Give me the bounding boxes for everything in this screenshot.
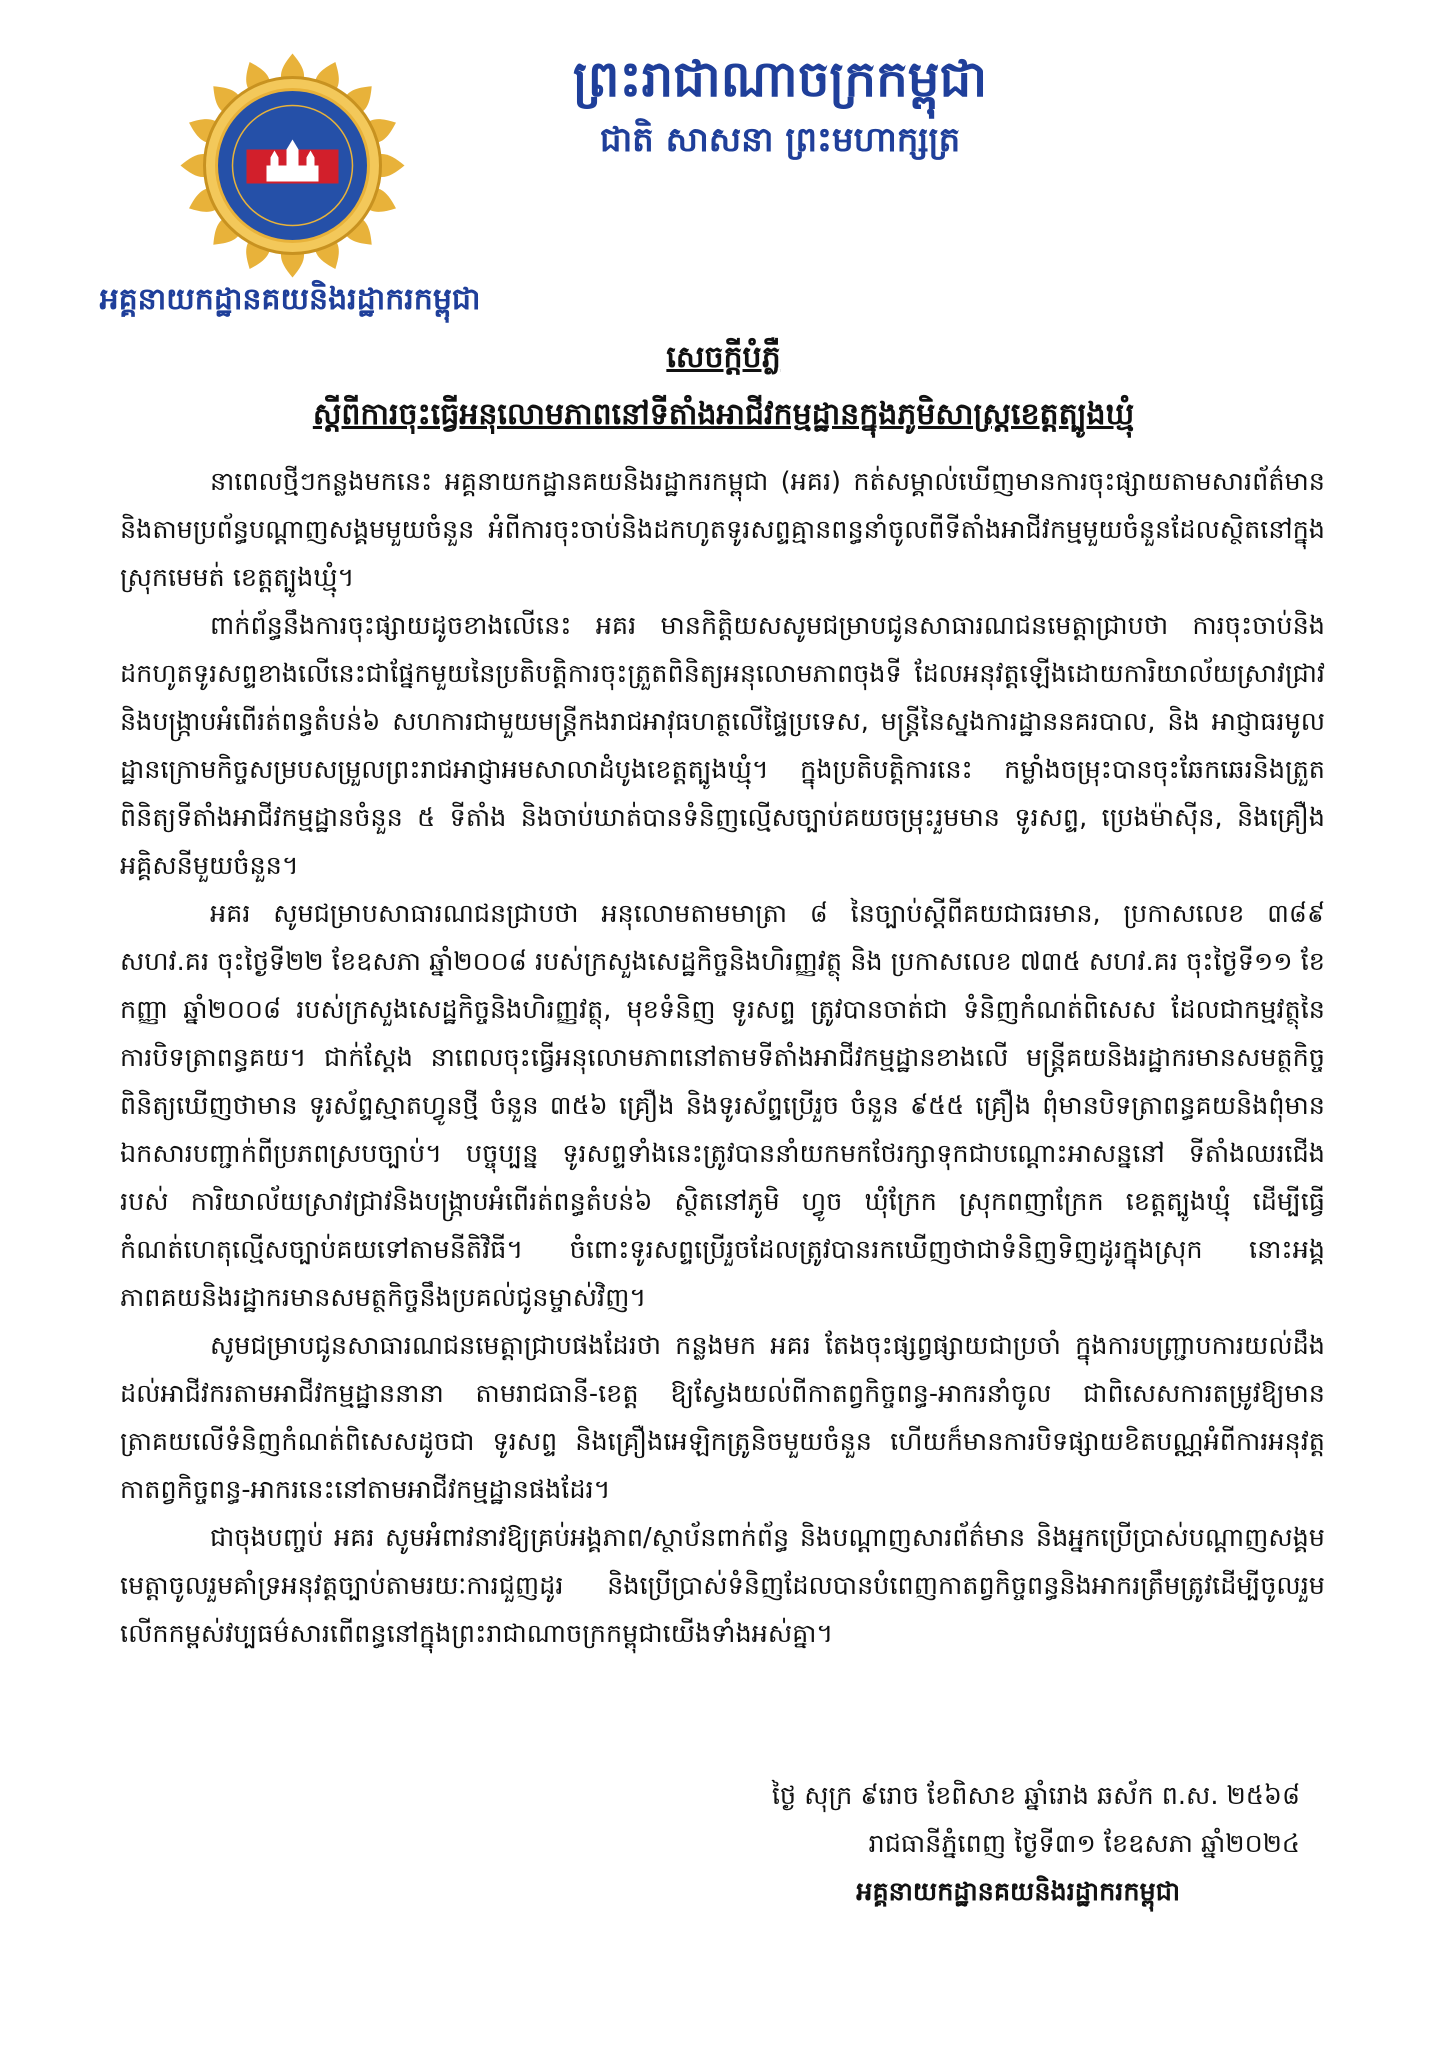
national-motto: ជាតិ សាសនា ព្រះមហាក្សត្រ <box>599 120 961 160</box>
agency-name: អគ្គនាយកដ្ឋានគយនិងរដ្ឋាករកម្ពុជា <box>99 282 481 317</box>
kingdom-title: ព្រះរាជាណាចក្រកម្ពុជា <box>572 49 988 108</box>
place-date: រាជធានីភ្នំពេញ ថ្ងៃទី៣១ ខែឧសភា ឆ្នាំ២០២៤ <box>868 1829 1300 1859</box>
paragraph-5: ជាចុងបញ្ចប់ អគរ សូមអំពាវនាវឱ្យគ្រប់អង្គភាព/ស្ថាប័នពាក់ព័ន្ធ និងបណ្តាញសារព័ត៌មាន និងអ្នកប្រើប្រាស់បណ្តាញសង្គមមេត្តាចូលរួមគាំទ្រអនុវត្តច្បាប់តាមរយៈការជួញដូរ និងប្រើប្រាស់ទំនិញដែលបានបំពេញកាតព្វកិច្ចពន្ធនិងអាករត្រឹមត្រូវដើម្បីចូលរួមលើកកម្ពស់វប្បធម៌សារពើពន្ធនៅក្នុងព្រះរាជាណាចក្រកម្ពុជាយើងទាំងអស់គ្នា។ <box>120 1523 1325 1649</box>
document-title: ស្តីពីការចុះធ្វើអនុលោមភាពនៅទីតាំងអាជីវកម្មដ្ឋានក្នុងភូមិសាស្ត្រខេត្តត្បូងឃ្មុំ <box>312 397 1135 432</box>
signature-block <box>560 1772 1300 1916</box>
agency-logo <box>175 48 410 283</box>
paragraph-4: សូមជម្រាបជូនសាធារណជនមេត្តាជ្រាបផងដែរថា កន្លងមក អគរ តែងចុះផ្សព្វផ្សាយជាប្រចាំ ក្នុងការបញ្ជ្រាបការយល់ដឹងដល់អាជីវករតាមអាជីវកម្មដ្ឋាននានា តាមរាជធានី-ខេត្ត ឱ្យស្វែងយល់ពីកាតព្វកិច្ចពន្ធ-អាករនាំចូល ជាពិសេសការតម្រូវឱ្យមានត្រាគយលើទំនិញកំណត់ពិសេសដូចជា ទូរសព្ទ និងគ្រឿងអេឡិកត្រូនិចមួយចំនួន ហើយក៏មានការបិទផ្សាយខិតបណ្ណអំពីការអនុវត្តកាតព្វកិច្ចពន្ធ-អាករនេះនៅតាមអាជីវកម្មដ្ឋានផងដែរ។ <box>120 1331 1325 1505</box>
lunar-date: ថ្ងៃ សុក្រ ៩រោច ខែពិសាខ ឆ្នាំរោង ឆស័ក ព.ស. ២៥៦៨ <box>771 1781 1300 1811</box>
paragraph-3: អគរ សូមជម្រាបសាធារណជនជ្រាបថា អនុលោមតាមមាត្រា ៨ នៃច្បាប់ស្តីពីគយជាធរមាន, ប្រកាសលេខ ៣៨៩ សហវ.គរ ចុះថ្ងៃទី២២ ខែឧសភា ឆ្នាំ២០០៨ របស់ក្រសួងសេដ្ឋកិច្ចនិងហិរញ្ញវត្ថុ និង ប្រកាសលេខ ៧៣៥ សហវ.គរ ចុះថ្ងៃទី១១ ខែកញ្ញា ឆ្នាំ២០០៨ របស់ក្រសួងសេដ្ឋកិច្ចនិងហិរញ្ញវត្ថុ, មុខទំនិញ ទូរសព្ទ ត្រូវបានចាត់ជា ទំនិញកំណត់ពិសេស ដែលជាកម្មវត្ថុនៃការបិទត្រាពន្ធគយ។ ជាក់ស្តែង នាពេលចុះធ្វើអនុលោមភាពនៅតាមទីតាំងអាជីវកម្មដ្ឋានខាងលើ មន្ត្រីគយនិងរដ្ឋាករមានសមត្ថកិច្ចពិនិត្យឃើញថាមាន ទូរស័ព្ទស្មាតហ្វូនថ្មី ចំនួន ៣៥៦ គ្រឿង និងទូរស័ព្ទប្រើរួច ចំនួន ៩៥៥ គ្រឿង ពុំមានបិទត្រាពន្ធគយនិងពុំមានឯកសារបញ្ជាក់ពីប្រភពស្របច្បាប់។ បច្ចុប្បន្ន ទូរសព្ទទាំងនេះត្រូវបាននាំយកមកថែរក្សាទុកជាបណ្តោះអាសន្ននៅ ទីតាំងឈរជើងរបស់ ការិយាល័យស្រាវជ្រាវនិងបង្ក្រាបអំពើរត់ពន្ធតំបន់៦ ស្ថិតនៅភូមិ ហ្វូច ឃុំក្រែក ស្រុកពញាក្រែក ខេត្តត្បូងឃ្មុំ ដើម្បីធ្វើកំណត់ហេតុល្មើសច្បាប់គយទៅតាមនីតិវិធី។ ចំពោះទូរសព្ទប្រើរួចដែលត្រូវបានរកឃើញថាជាទំនិញទិញដូរក្នុងស្រុក នោះអង្គភាពគយនិងរដ្ឋាករមានសមត្ថកិច្ចនឹងប្រគល់ជូនម្ចាស់វិញ។ <box>120 899 1325 1313</box>
paragraph-2: ពាក់ព័ន្ធនឹងការចុះផ្សាយដូចខាងលើនេះ អគរ មានកិត្តិយសសូមជម្រាបជូនសាធារណជនមេត្តាជ្រាបថា ការចុះចាប់និងដកហូតទូរសព្ទខាងលើនេះជាផ្នែកមួយនៃប្រតិបត្តិការចុះត្រួតពិនិត្យអនុលោមភាពចុងទី ដែលអនុវត្តឡើងដោយការិយាល័យស្រាវជ្រាវនិងបង្ក្រាបអំពើរត់ពន្ធតំបន់៦ សហការជាមួយមន្ត្រីកងរាជអាវុធហត្ថលើផ្ទៃប្រទេស, មន្ត្រីនៃស្នងការដ្ឋាននគរបាល, និង អាជ្ញាធរមូលដ្ឋានក្រោមកិច្ចសម្របសម្រួលព្រះរាជអាជ្ញាអមសាលាដំបូងខេត្តត្បូងឃ្មុំ។ ក្នុងប្រតិបត្តិការនេះ កម្លាំងចម្រុះបានចុះឆែកឆេរនិងត្រួតពិនិត្យទីតាំងអាជីវកម្មដ្ឋានចំនួន ៥ ទីតាំង និងចាប់ឃាត់បានទំនិញល្មើសច្បាប់គយចម្រុះរួមមាន ទូរសព្ទ, ប្រេងម៉ាស៊ីន, និងគ្រឿងអគ្គិសនីមួយចំនួន។ <box>120 611 1325 881</box>
document-type: សេចក្តីបំភ្លឺ <box>666 340 781 375</box>
paragraph-1: នាពេលថ្មីៗកន្លងមកនេះ អគ្គនាយកដ្ឋានគយនិងរដ្ឋាករកម្ពុជា (អគរ) កត់សម្គាល់ឃើញមានការចុះផ្សាយតាមសារព័ត៌មាន និងតាមប្រព័ន្ធបណ្តាញសង្គមមួយចំនួន អំពីការចុះចាប់និងដកហូតទូរសព្ទគ្មានពន្ធនាំចូលពីទីតាំងអាជីវកម្មមួយចំនួនដែលស្ថិតនៅក្នុងស្រុកមេមត់ ខេត្តត្បូងឃ្មុំ។ <box>120 467 1325 593</box>
signing-agency: អគ្គនាយកដ្ឋានគយនិងរដ្ឋាករកម្ពុជា <box>856 1877 1180 1907</box>
document-body <box>120 458 1325 1658</box>
customs-emblem-icon <box>175 48 410 283</box>
